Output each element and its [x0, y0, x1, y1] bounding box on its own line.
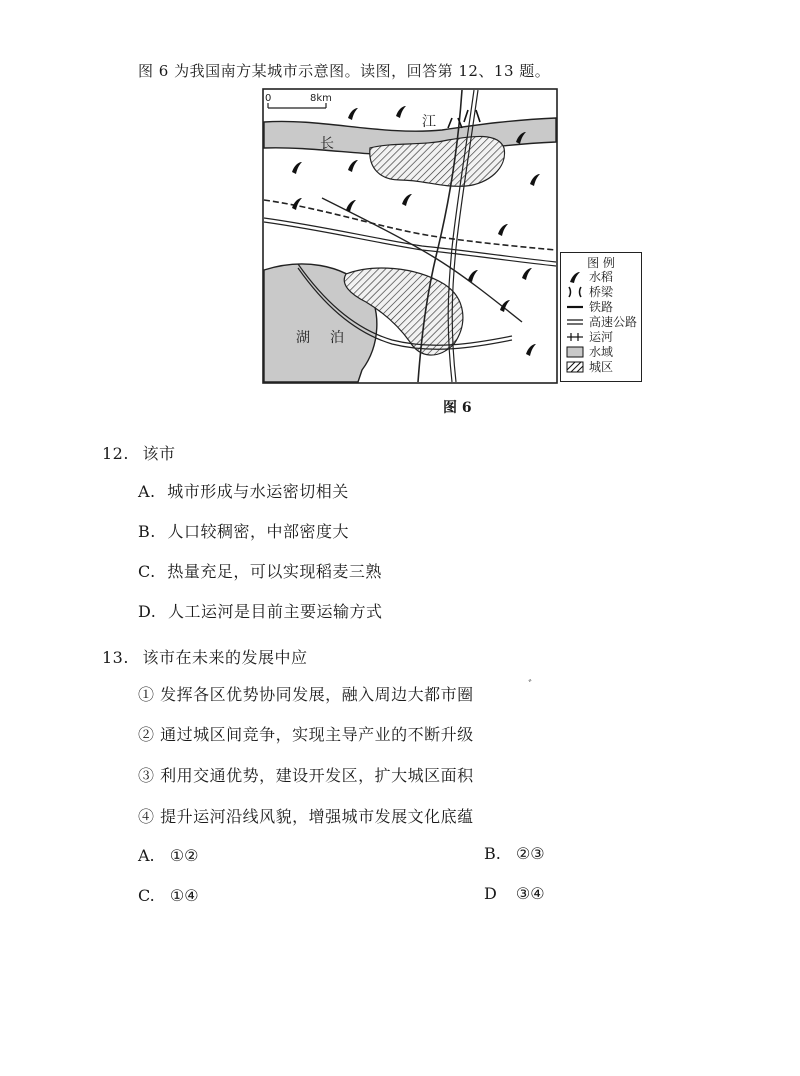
- q13-statement-4: ④ 提升运河沿线风貌，增强城市发展文化底蕴: [138, 807, 474, 826]
- city-map: [262, 88, 558, 384]
- q13-choice-d[interactable]: [484, 884, 545, 903]
- legend-label: 水域: [589, 345, 614, 359]
- question-stem: 该市在未来的发展中应: [142, 648, 308, 667]
- q13-choice-b[interactable]: [484, 844, 545, 863]
- q12-option-a[interactable]: [138, 479, 349, 502]
- railway-icon: [565, 301, 585, 313]
- river-label-2: 江: [422, 114, 436, 130]
- legend-label: 高速公路: [589, 315, 638, 329]
- legend-item-railway: [565, 299, 613, 314]
- highway-icon: [565, 316, 585, 328]
- option-letter: A.: [138, 482, 156, 501]
- option-text: 热量充足，可以实现稻麦三熟: [167, 562, 382, 581]
- question-stem: 该市: [142, 444, 176, 463]
- legend-item-water: [565, 344, 613, 359]
- legend-item-urban: [565, 359, 613, 374]
- q13-statement-3: ③ 利用交通优势，建设开发区，扩大城区面积: [138, 766, 474, 785]
- legend-label: 桥梁: [589, 285, 614, 299]
- lake-label-2: 泊: [330, 330, 344, 346]
- question-number: 13.: [102, 648, 129, 667]
- legend-item-rice: [565, 269, 613, 284]
- question-12: [102, 441, 176, 464]
- option-text: 人工运河是目前主要运输方式: [167, 602, 383, 621]
- river-label-1: 长: [320, 136, 334, 152]
- legend-label: 城区: [589, 360, 614, 374]
- figure-caption: 图 6: [443, 400, 472, 416]
- legend-item-highway: [565, 314, 637, 329]
- legend-label: 运河: [589, 330, 614, 344]
- option-text: 人口较稠密，中部密度大: [167, 522, 349, 541]
- intro-text: 图 6 为我国南方某城市示意图。读图，回答第 12、13 题。: [138, 62, 551, 80]
- option-letter: C.: [138, 562, 156, 581]
- question-13: [102, 645, 308, 668]
- choice-letter: D: [484, 884, 497, 903]
- legend-label: 铁路: [589, 300, 614, 314]
- urban-area-icon: [565, 361, 585, 373]
- choice-letter: B.: [484, 844, 501, 863]
- option-letter: B.: [138, 522, 156, 541]
- rice-icon: [565, 271, 585, 283]
- map-legend: [560, 252, 642, 382]
- q12-option-d[interactable]: [138, 599, 382, 622]
- pencil-mark: ﾞ: [528, 678, 535, 692]
- choice-text: ①②: [169, 846, 199, 865]
- q12-option-b[interactable]: [138, 519, 349, 542]
- q13-choice-a[interactable]: [138, 846, 198, 865]
- canal-icon: [565, 331, 585, 343]
- city-map-figure: [262, 88, 558, 384]
- water-icon: [565, 346, 585, 358]
- choice-text: ②③: [515, 844, 545, 863]
- q13-choice-c[interactable]: [138, 886, 199, 905]
- scale-zero: 0: [265, 93, 272, 104]
- choice-text: ①④: [169, 886, 199, 905]
- legend-title: 图 例: [587, 256, 615, 270]
- scale-distance: 8km: [310, 93, 332, 104]
- choice-letter: A.: [138, 846, 155, 865]
- legend-item-bridge: [565, 284, 613, 299]
- question-number: 12.: [102, 444, 129, 463]
- option-text: 城市形成与水运密切相关: [167, 482, 349, 501]
- legend-item-canal: [565, 329, 613, 344]
- q13-statement-2: ② 通过城区间竞争，实现主导产业的不断升级: [138, 725, 474, 744]
- q12-option-c[interactable]: [138, 559, 382, 582]
- choice-letter: C.: [138, 886, 155, 905]
- q13-statement-1: ① 发挥各区优势协同发展，融入周边大都市圈: [138, 685, 474, 704]
- choice-text: ③④: [515, 884, 545, 903]
- lake-label-1: 湖: [296, 330, 310, 346]
- option-letter: D.: [138, 602, 157, 621]
- legend-label: 水稻: [589, 270, 614, 284]
- bridge-icon: [565, 286, 585, 298]
